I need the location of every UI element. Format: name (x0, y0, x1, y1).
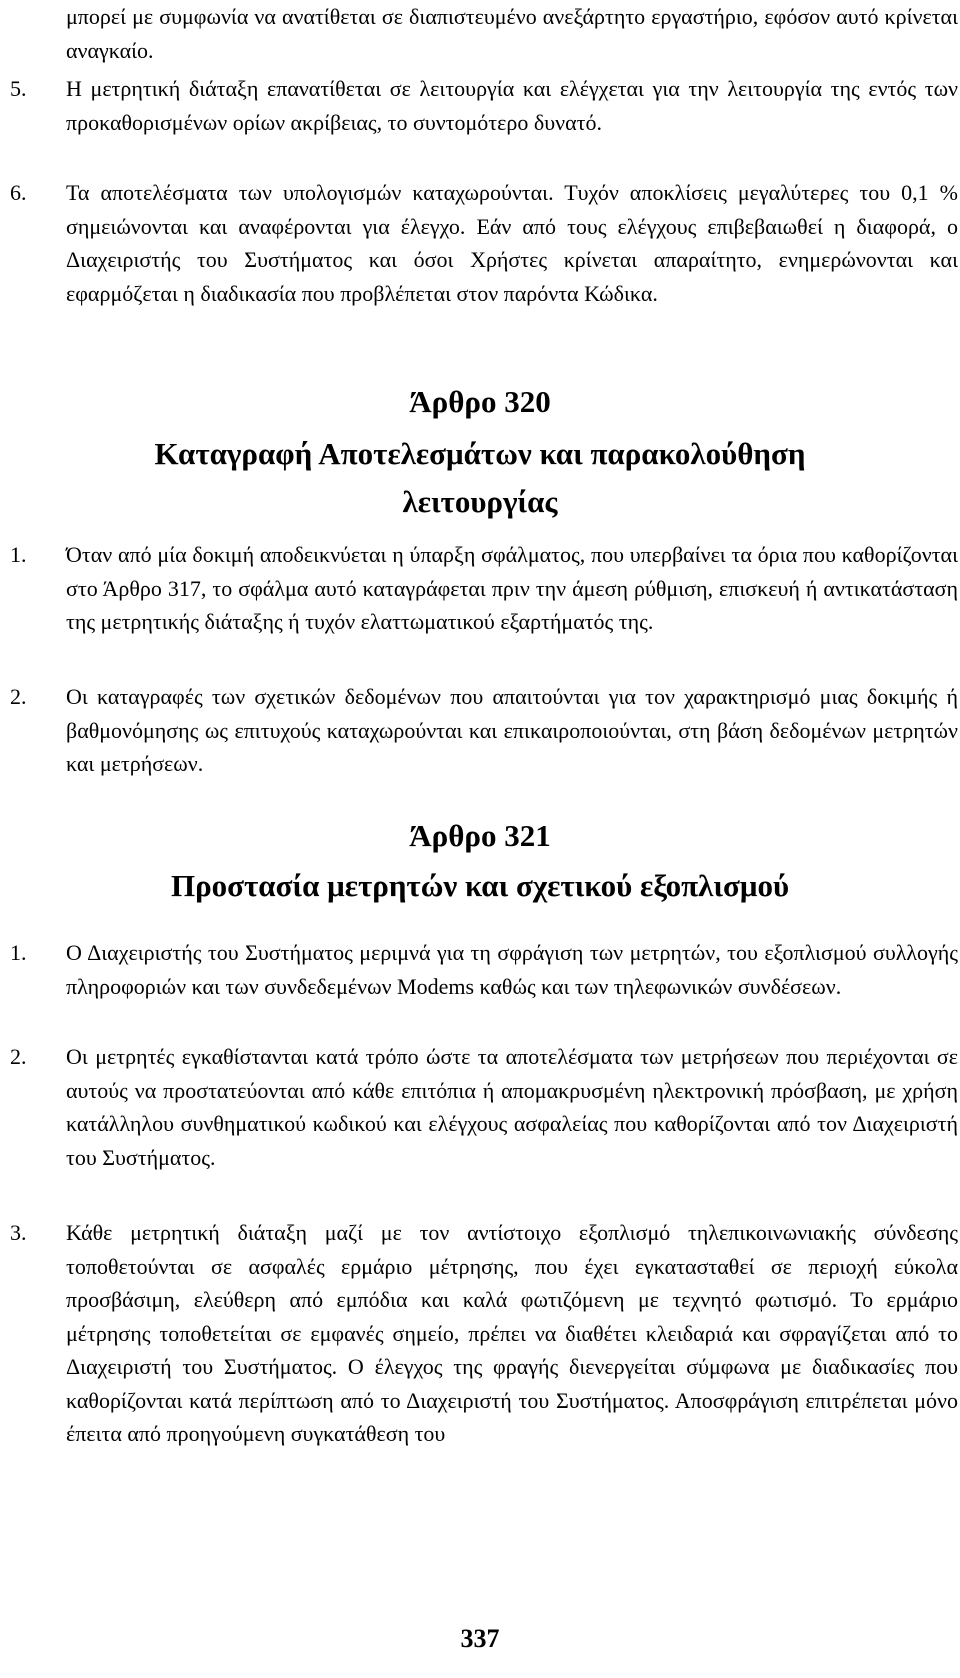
item-number: 1. (10, 940, 27, 965)
item-text: Ο Διαχειριστής του Συστήματος μεριμνά για τη σφράγιση των μετρητών, του εξοπλισμού συλλογής πληροφοριών και των συνδεδεμένων Modems καθώς και των τηλεφωνικών συνδέσεων. (66, 940, 958, 999)
list-item-5 (10, 72, 958, 139)
item-number: 1. (10, 542, 27, 567)
item-number: 3. (10, 1220, 27, 1245)
article-321-item-2 (10, 1040, 958, 1174)
item-text: Οι καταγραφές των σχετικών δεδομένων που απαιτούνται για τον χαρακτηρισμό μιας δοκιμής ή βαθμονόμησης ως επιτυχούς καταχωρούνται και επικαιροποιούνται, στη βάση δεδομένων μετρητών και μετρήσεων. (66, 684, 958, 776)
intro-paragraph: μπορεί με συμφωνία να ανατίθεται σε διαπιστευμένο ανεξάρτητο εργαστήριο, εφόσον αυτό κρίνεται αναγκαίο. (66, 4, 958, 63)
article-320-item-2 (10, 680, 958, 781)
article-321-number: Άρθρο 321 (409, 818, 551, 853)
item-text: Η μετρητική διάταξη επανατίθεται σε λειτουργία και ελέγχεται για την λειτουργία της εντός των προκαθορισμένων ορίων ακρίβειας, το συντομότερο δυνατό. (66, 76, 958, 135)
article-320-item-1 (10, 538, 958, 639)
item-text: Οι μετρητές εγκαθίστανται κατά τρόπο ώστε τα αποτελέσματα των μετρήσεων που περιέχονται σε αυτούς να προστατεύονται από κάθε επιτόπια ή απομακρυσμένη ηλεκτρονική πρόσβαση, με χρήση κατάλληλου συνθηματικού κωδικού και ελέγχους ασφαλείας που καθορίζονται από τον Διαχειριστή του Συστήματος. (66, 1044, 958, 1170)
item-text: Τα αποτελέσματα των υπολογισμών καταχωρούνται. Τυχόν αποκλίσεις μεγαλύτερες του 0,1 % σημειώνονται και αναφέρονται για έλεγχο. Εάν από τους ελέγχους επιβεβαιωθεί η διαφορά, ο Διαχειριστής του Συστήματος και όσοι Χρήστες κρίνεται απαραίτητο, ενημερώνονται και εφαρμόζεται η διαδικασία που προβλέπεται στον παρόντα Κώδικα. (66, 180, 958, 306)
list-item-6 (10, 176, 958, 310)
page-number: 337 (460, 1624, 500, 1653)
article-320-number: Άρθρο 320 (409, 384, 551, 419)
article-321-item-3 (10, 1216, 958, 1451)
item-number: 6. (10, 180, 27, 205)
article-320-title: Καταγραφή Αποτελεσμάτων και παρακολούθηση λειτουργίας (154, 436, 806, 519)
item-number: 2. (10, 684, 27, 709)
item-text: Κάθε μετρητική διάταξη μαζί με τον αντίστοιχο εξοπλισμό τηλεπικοινωνιακής σύνδεσης τοποθετούνται σε ασφαλές ερμάριο μέτρησης, που έχει εγκατασταθεί σε περιοχή εύκολα προσβάσιμη, ελεύθερη από εμπόδια και καλά φωτιζόμενη με τεχνητό φωτισμό. Το ερμάριο μέτρησης τοποθετείται σε εμφανές σημείο, πρέπει να διαθέτει κλειδαριά και σφραγίζεται από το Διαχειριστή του Συστήματος. Ο έλεγχος της φραγής διενεργείται σύμφωνα με διαδικασίες που καθορίζονται κατά περίπτωση από το Διαχειριστή του Συστήματος. Αποσφράγιση επιτρέπεται μόνο έπειτα από προηγούμενη συγκατάθεση του (66, 1220, 958, 1446)
article-321-item-1 (10, 936, 958, 1003)
item-number: 5. (10, 76, 27, 101)
item-number: 2. (10, 1044, 27, 1069)
item-text: Όταν από μία δοκιμή αποδεικνύεται η ύπαρξη σφάλματος, που υπερβαίνει τα όρια που καθορίζονται στο Άρθρο 317, το σφάλμα αυτό καταγράφεται πριν την άμεση ρύθμιση, επισκευή ή αντικατάσταση της μετρητικής διάταξης ή τυχόν ελαττωματικού εξαρτήματός της. (66, 542, 958, 634)
article-321-title: Προστασία μετρητών και σχετικού εξοπλισμού (170, 868, 790, 903)
